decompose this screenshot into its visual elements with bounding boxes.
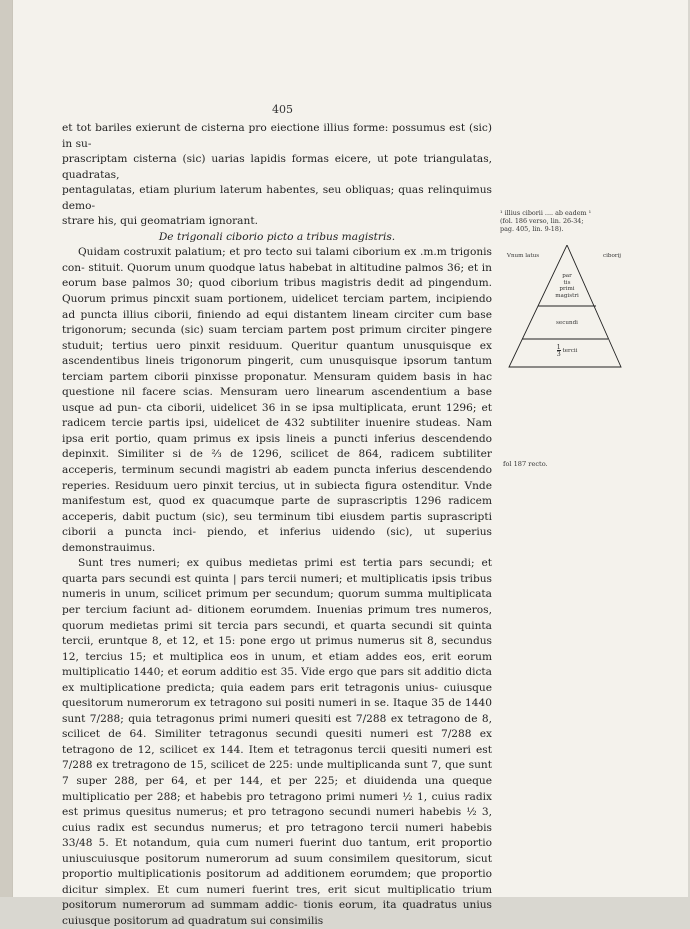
figure-label-tercii: tercii <box>562 348 578 354</box>
paragraph-ciborium: Quidam costruxit palatium; et pro tecto sui talami ciborium ex .m.m trigonis con- stituit. Quorum unum quodque latus habebat in altitudine palmos 36; et in eorum base palmos 30; quod ciborium tribus magistris dedit ad pingendum. Quorum primus pincxit suam portionem, uidelicet terciam partem, incipiendo ad puncta illius ciborii, finiendo ad equi distantem lineam circiter cum base trigonorum; secunda (sic) suam terciam partem post primum circiter pingere studuit; tertius uero pinxit residuum. Queritur quantum unusquisque ex ascendentibus lineis trigonorum pingerit, cum unusquisque ipsorum tantum terciam partem ciborii pinxisse proponatur. Mensuram quidem basis in hac questione nil facere scias. Mensuram uero linearum ascendentium a base usque ad pun- cta ciborii, uidelicet 36 in se ipsa multiplicata, erunt 1296; et radicem tercie partis ipsi, uidelicet de 432 subtiliter inuenire studeas. Nam ipsa erit portio, quam primus ex ipsis lineis a puncti inferius descendendo depinxit. Similiter si de ⅔ de 1296, scilicet de 864, radicem subtiliter acceperis, terminum secundi magistri ab eadem puncta inferius descendendo reperies. Residuum uero pinxit tercius, ut in subiecta figura ostenditur. Vnde manifestum est, quod ex quacumque parte de suprascriptis 1296 radicem acceperis, dabit puctum (sic), seu terminum tibi eiusdem partis suprascripti ciborii a puncta inci- piendo, et inferius uidendo (sic), ut superius demonstrauimus. <box>62 246 492 554</box>
text-line: et tot bariles exierunt de cisterna pro eiectione illius forme: possumus est (sic) in su- <box>62 122 492 150</box>
figure-label-line: tis <box>563 279 571 286</box>
margin-note-line: pag. 405, lin. 9-18). <box>500 225 564 233</box>
margin-note-reference <box>500 209 630 233</box>
page-number: 405 <box>272 103 293 116</box>
paragraph-tres-numeri: Sunt tres numeri; ex quibus medietas primi est tertia pars secundi; et quarta pars secundi est quinta | pars tercii numeri; et multiplicatis ipsis tribus numeris in unum, scilicet primum per secundum; quorum summa multiplicata per tercium faciunt ad- ditionem eorumdem. Inuenias primum tres numeros, quorum medietas primi sit tercia pars secundi, et quarta secundi sit quinta tercii, eruntque 8, et 12, et 15: pone ergo ut primus numerus sit 8, secundus 12, tercius 15; et multiplica eos in unum, et etiam addes eos, erit eorum multiplicatio 1440; et eorum additio est 35. Vide ergo que pars sit additio dicta ex multiplicatione predicta; quia eadem pars erit tetragonis unius- cuiusque quesitorum numerorum ex tetragono sui positi numeri in se. Itaque 35 de 1440 sunt 7/288; quia tetragonus primi numeri quesiti est 7/288 ex tetragono de 8, scilicet de 64. Similiter tetragonus secundi quesiti numeri est 7/288 ex tetragono de 12, scilicet ex 144. Item et tetragonus tercii quesiti numeri est 7/288 ex tretragono de 15, scilicet de 225: unde multiplicanda sunt 7, que sunt 7 super 288, per 64, et per 144, et per 225; et diuidenda una queque multiplicatio per 288; et habebis pro tetragono primi numeri ½ 1, cuius radix est primus quesitus numerus; et pro tetragono secundi numeri habebis ½ 3, cuius radix est secundus numerus; et pro tetragono tercii numeri habebis 33/48 5. Et notandum, quia cum numeri fuerint duo tantum, erit proportio uniuscuiusque positorum numerorum ad suum consimilem quesitorum, sicut proportio multiplicationis positorum ad additionem eorumdem; que proportio dicitur simplex. Et cum numeri fuerint tres, erit sicut multiplicatio trium positorum numerorum ad summam addic- tionis eorum, ita quadratus unius cuiusque positorum ad quadratum sui consimilis <box>62 557 492 927</box>
book-binding-edge <box>0 0 12 897</box>
fraction-denominator: 3 <box>556 350 561 358</box>
figure-label-line: magistri <box>555 292 579 299</box>
figure-label-line: par <box>562 273 572 279</box>
margin-note-line: ¹ illius ciborii .... ab eadem ¹ <box>500 209 592 217</box>
margin-note-folio: fol 187 recto. <box>503 460 548 468</box>
figure-label-right: ciborij <box>602 253 622 259</box>
figure-label-left: Vnum latus <box>506 253 540 259</box>
text-line: pentagulatas, etiam plurium laterum habentes, seu obliquas; quas relinquimus demo- <box>62 184 492 212</box>
figure-label-first-master <box>547 273 587 299</box>
figure-label-line: primi <box>559 286 575 293</box>
triangle-figure <box>505 245 627 370</box>
figure-label-third-master <box>539 344 595 357</box>
margin-note-line: (fol. 186 verso, lin. 26-34; <box>500 217 584 225</box>
text-line: strare his, qui geomatriam ignorant. <box>62 215 258 228</box>
main-text <box>62 121 492 929</box>
text-line: prascriptam cisterna (sic) uarias lapidis formas eicere, ut pote triangulatas, quadratas, <box>62 153 492 181</box>
figure-label-second-master: secundi <box>556 320 578 326</box>
fraction-numerator: 1 <box>556 343 561 351</box>
section-heading: De trigonali ciborio picto a tribus magistris. <box>158 230 396 243</box>
fraction <box>557 344 561 357</box>
